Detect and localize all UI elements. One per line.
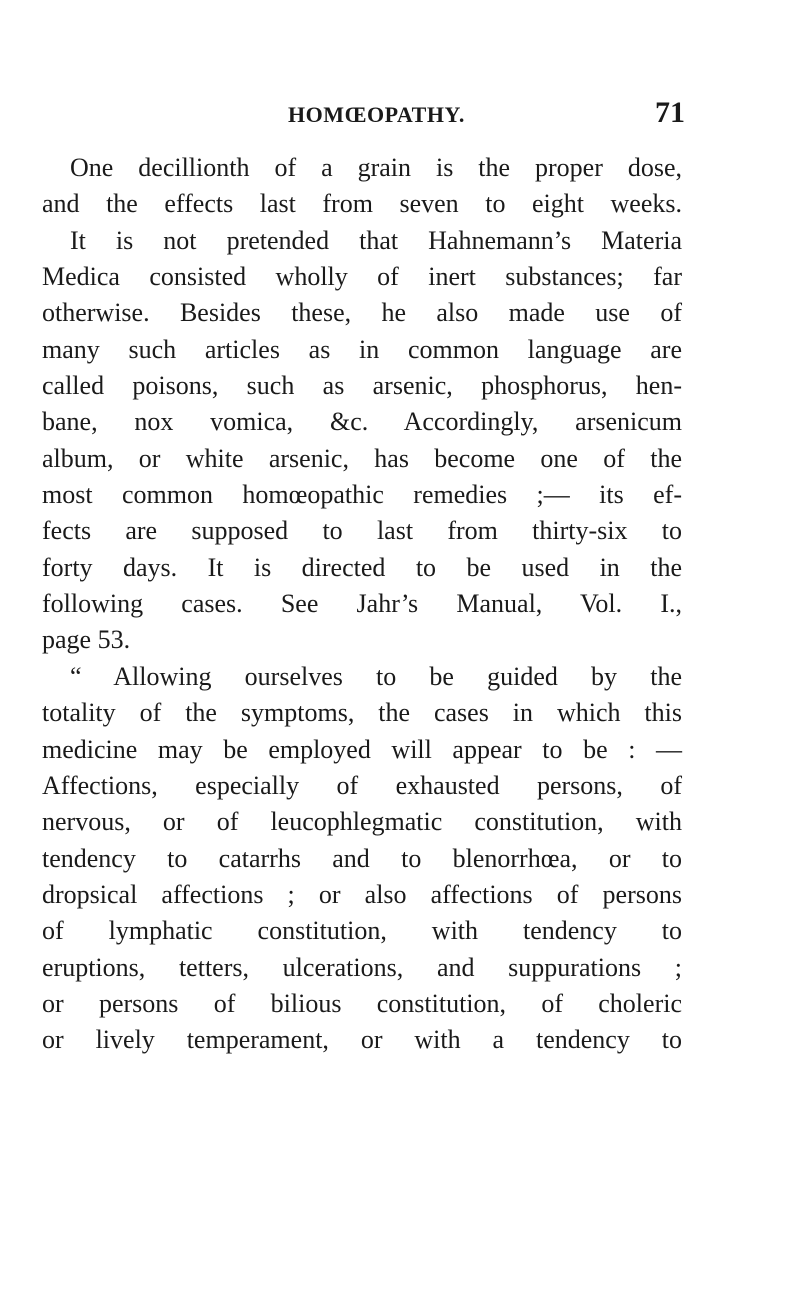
text-line: following cases. See Jahr’s Manual, Vol. I., [42, 589, 682, 619]
text-line: eruptions, tetters, ulcerations, and suppurations ; [42, 952, 682, 982]
text-line: bane, nox vomica, &c. Accordingly, arsenicum [42, 407, 682, 437]
text-line: and the effects last from seven to eight weeks. [42, 189, 682, 219]
text-line: Affections, especially of exhausted persons, of [42, 770, 682, 800]
page-number: 71 [655, 96, 685, 129]
text-line: One decillionth of a grain is the proper dose, [70, 153, 682, 182]
text-line: most common homœopathic remedies ;— its ef- [42, 480, 682, 510]
body-text [42, 150, 682, 1059]
text-line: nervous, or of leucophlegmatic constitution, with [42, 807, 682, 837]
text-line: tendency to catarrhs and to blenorrhœa, or to [42, 843, 682, 873]
text-line: or persons of bilious constitution, of choleric [42, 988, 682, 1018]
text-line: “ Allowing ourselves to be guided by the [70, 661, 682, 691]
text-line: otherwise. Besides these, he also made use of [42, 298, 682, 328]
text-line: dropsical affections ; or also affections of persons [42, 879, 682, 909]
text-line: totality of the symptoms, the cases in which this [42, 698, 682, 728]
text-line: forty days. It is directed to be used in the [42, 552, 682, 582]
text-line: or lively temperament, or with a tendency to [42, 1025, 682, 1055]
text-line: fects are supposed to last from thirty-six to [42, 516, 682, 546]
text-line: called poisons, such as arsenic, phosphorus, hen- [42, 371, 682, 401]
text-line: It is not pretended that Hahnemann’s Materia [70, 225, 682, 255]
page-header [0, 96, 800, 136]
text-line: album, or white arsenic, has become one of the [42, 443, 682, 473]
text-line: Medica consisted wholly of inert substances; far [42, 262, 682, 292]
text-line: page 53. [42, 625, 131, 655]
text-line: many such articles as in common language are [42, 334, 682, 364]
text-line: of lymphatic constitution, with tendency to [42, 916, 682, 946]
running-head: HOMŒOPATHY. [288, 102, 465, 127]
text-line: medicine may be employed will appear to be : — [42, 734, 682, 764]
